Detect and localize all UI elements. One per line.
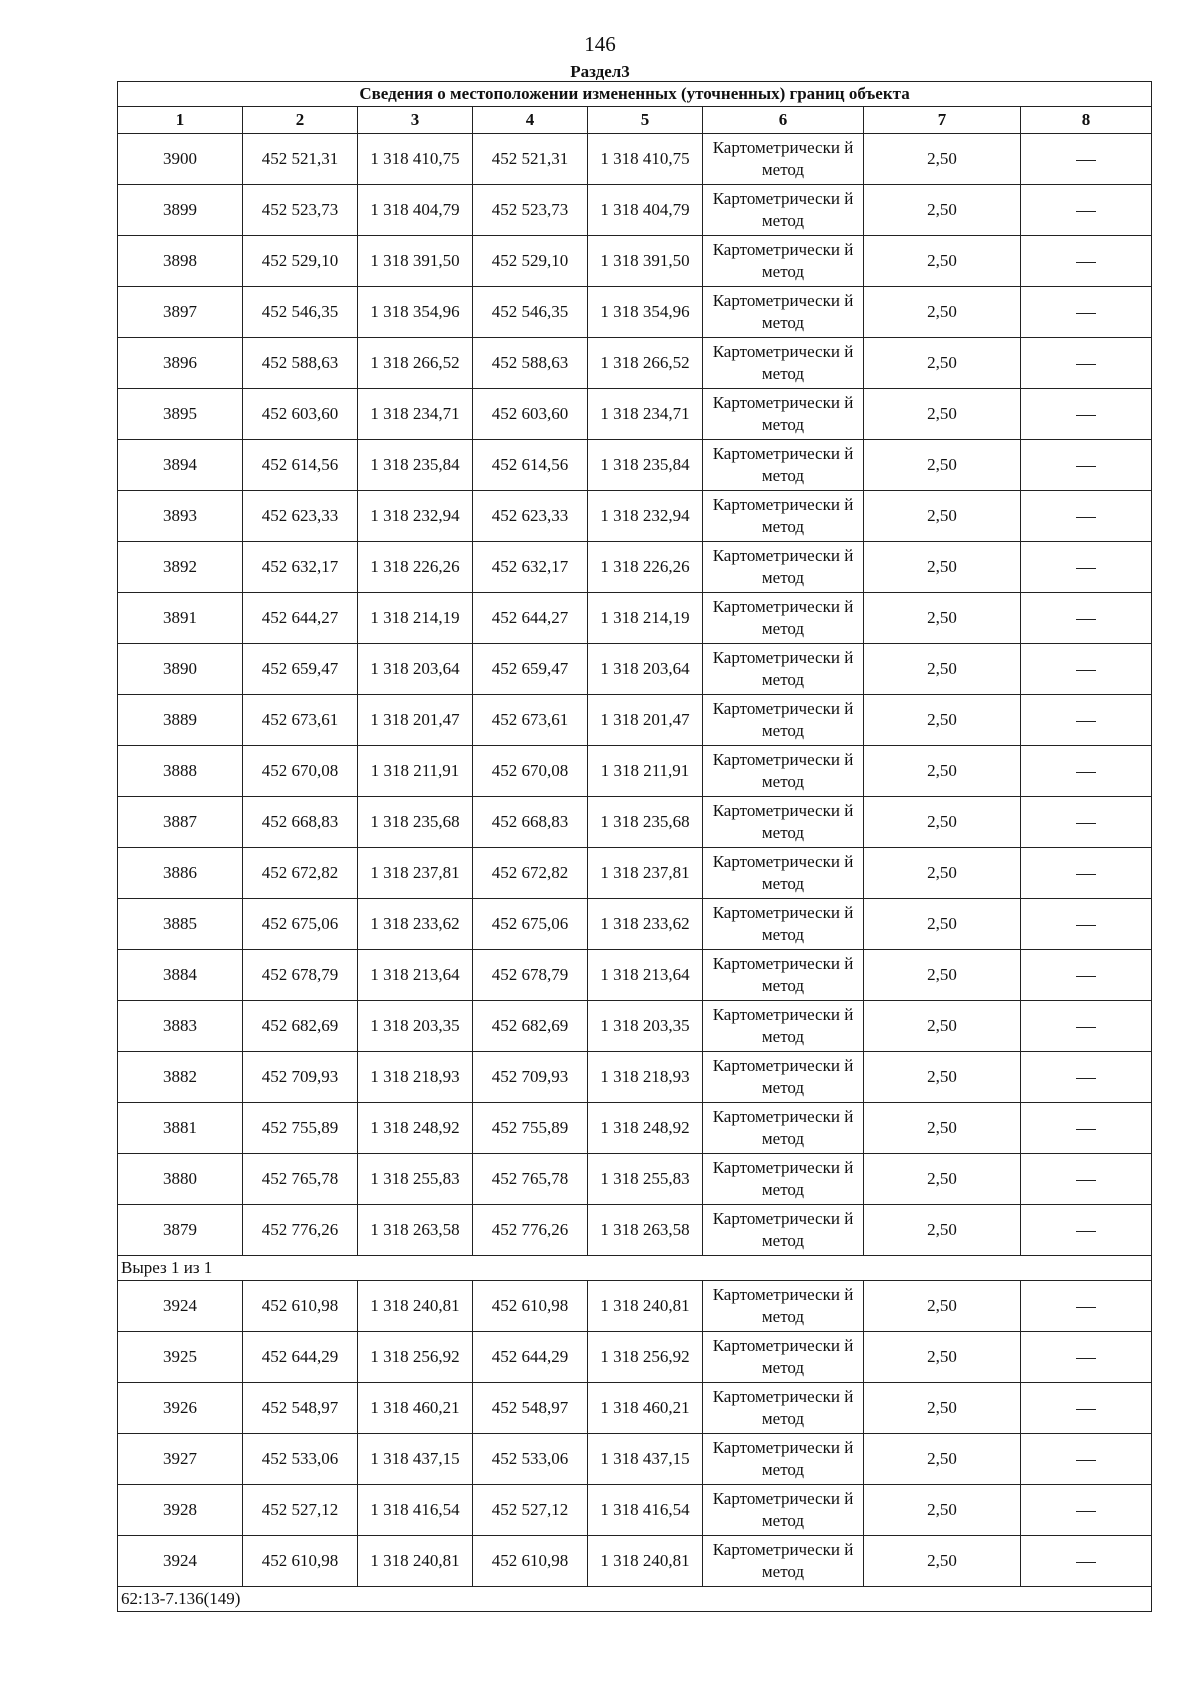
description-cell [1021,797,1152,848]
x-coordinate-cell: 452 523,73 [243,185,358,236]
y-new-cell: 1 318 248,92 [588,1103,703,1154]
y-new-cell: 1 318 235,68 [588,797,703,848]
y-new-cell: 1 318 203,35 [588,1001,703,1052]
method-cell: Картометрически й метод [703,644,864,695]
y-new-cell: 1 318 237,81 [588,848,703,899]
table-row [118,338,1152,389]
y-coordinate-cell: 1 318 404,79 [358,185,473,236]
description-cell [1021,542,1152,593]
y-coordinate-cell: 1 318 233,62 [358,899,473,950]
table-row [118,542,1152,593]
x-new-cell: 452 527,12 [473,1485,588,1536]
dash-mark [1076,823,1096,824]
group-footer-row [118,1256,1152,1281]
dash-mark [1076,1511,1096,1512]
accuracy-cell: 2,50 [864,797,1021,848]
accuracy-cell: 2,50 [864,440,1021,491]
table-row [118,134,1152,185]
accuracy-cell: 2,50 [864,1154,1021,1205]
y-coordinate-cell: 1 318 266,52 [358,338,473,389]
x-coordinate-cell: 452 644,29 [243,1332,358,1383]
accuracy-cell: 2,50 [864,491,1021,542]
dash-mark [1076,1078,1096,1079]
x-new-cell: 452 659,47 [473,644,588,695]
table-row [118,287,1152,338]
x-new-cell: 452 546,35 [473,287,588,338]
x-new-cell: 452 614,56 [473,440,588,491]
y-coordinate-cell: 1 318 255,83 [358,1154,473,1205]
method-cell: Картометрически й метод [703,1485,864,1536]
accuracy-cell: 2,50 [864,593,1021,644]
table-row [118,440,1152,491]
point-number-cell: 3893 [118,491,243,542]
y-new-cell: 1 318 203,64 [588,644,703,695]
column-header: 4 [473,107,588,134]
x-new-cell: 452 533,06 [473,1434,588,1485]
table-row [118,491,1152,542]
point-number-cell: 3883 [118,1001,243,1052]
method-cell: Картометрически й метод [703,1154,864,1205]
column-header: 8 [1021,107,1152,134]
dash-mark [1076,568,1096,569]
y-new-cell: 1 318 266,52 [588,338,703,389]
method-cell: Картометрически й метод [703,695,864,746]
dash-mark [1076,517,1096,518]
y-coordinate-cell: 1 318 460,21 [358,1383,473,1434]
dash-mark [1076,364,1096,365]
y-coordinate-cell: 1 318 410,75 [358,134,473,185]
point-number-cell: 3895 [118,389,243,440]
y-new-cell: 1 318 437,15 [588,1434,703,1485]
point-number-cell: 3881 [118,1103,243,1154]
table-row [118,746,1152,797]
method-cell: Картометрически й метод [703,899,864,950]
point-number-cell: 3896 [118,338,243,389]
point-number-cell: 3924 [118,1536,243,1587]
x-coordinate-cell: 452 670,08 [243,746,358,797]
y-coordinate-cell: 1 318 203,35 [358,1001,473,1052]
table-row [118,1281,1152,1332]
x-coordinate-cell: 452 546,35 [243,287,358,338]
dash-mark [1076,211,1096,212]
dash-mark [1076,1409,1096,1410]
description-cell [1021,185,1152,236]
table-row [118,1154,1152,1205]
page-number: 146 [584,32,616,56]
description-cell [1021,746,1152,797]
y-coordinate-cell: 1 318 232,94 [358,491,473,542]
description-cell [1021,848,1152,899]
description-cell [1021,1052,1152,1103]
description-cell [1021,389,1152,440]
y-new-cell: 1 318 256,92 [588,1332,703,1383]
method-cell: Картометрически й метод [703,950,864,1001]
point-number-cell: 3925 [118,1332,243,1383]
group-footer-text: 62:13-7.136(149) [118,1587,1152,1612]
accuracy-cell: 2,50 [864,1281,1021,1332]
description-cell [1021,695,1152,746]
description-cell [1021,440,1152,491]
method-cell: Картометрически й метод [703,1103,864,1154]
dash-mark [1076,1307,1096,1308]
description-cell [1021,1103,1152,1154]
description-cell [1021,1332,1152,1383]
accuracy-cell: 2,50 [864,746,1021,797]
description-cell [1021,899,1152,950]
description-cell [1021,1383,1152,1434]
y-coordinate-cell: 1 318 214,19 [358,593,473,644]
y-new-cell: 1 318 404,79 [588,185,703,236]
accuracy-cell: 2,50 [864,1103,1021,1154]
accuracy-cell: 2,50 [864,185,1021,236]
x-coordinate-cell: 452 610,98 [243,1281,358,1332]
group-footer-row [118,1587,1152,1612]
y-new-cell: 1 318 218,93 [588,1052,703,1103]
y-coordinate-cell: 1 318 213,64 [358,950,473,1001]
x-new-cell: 452 529,10 [473,236,588,287]
y-new-cell: 1 318 201,47 [588,695,703,746]
y-coordinate-cell: 1 318 201,47 [358,695,473,746]
x-new-cell: 452 672,82 [473,848,588,899]
x-coordinate-cell: 452 533,06 [243,1434,358,1485]
description-cell [1021,491,1152,542]
y-new-cell: 1 318 235,84 [588,440,703,491]
method-cell: Картометрически й метод [703,848,864,899]
y-coordinate-cell: 1 318 240,81 [358,1536,473,1587]
point-number-cell: 3897 [118,287,243,338]
dash-mark [1076,976,1096,977]
x-coordinate-cell: 452 682,69 [243,1001,358,1052]
x-new-cell: 452 644,27 [473,593,588,644]
dash-mark [1076,313,1096,314]
dash-mark [1076,1562,1096,1563]
x-new-cell: 452 521,31 [473,134,588,185]
dash-mark [1076,670,1096,671]
y-new-cell: 1 318 240,81 [588,1536,703,1587]
column-header: 2 [243,107,358,134]
x-new-cell: 452 776,26 [473,1205,588,1256]
description-cell [1021,1485,1152,1536]
y-coordinate-cell: 1 318 203,64 [358,644,473,695]
description-cell [1021,1434,1152,1485]
method-cell: Картометрически й метод [703,185,864,236]
point-number-cell: 3898 [118,236,243,287]
point-number-cell: 3894 [118,440,243,491]
column-header: 3 [358,107,473,134]
y-coordinate-cell: 1 318 263,58 [358,1205,473,1256]
x-coordinate-cell: 452 610,98 [243,1536,358,1587]
y-coordinate-cell: 1 318 234,71 [358,389,473,440]
table-row [118,1383,1152,1434]
accuracy-cell: 2,50 [864,134,1021,185]
column-header: 7 [864,107,1021,134]
y-coordinate-cell: 1 318 235,84 [358,440,473,491]
x-new-cell: 452 675,06 [473,899,588,950]
point-number-cell: 3887 [118,797,243,848]
point-number-cell: 3886 [118,848,243,899]
y-coordinate-cell: 1 318 391,50 [358,236,473,287]
accuracy-cell: 2,50 [864,950,1021,1001]
accuracy-cell: 2,50 [864,644,1021,695]
y-new-cell: 1 318 232,94 [588,491,703,542]
description-cell [1021,338,1152,389]
accuracy-cell: 2,50 [864,1485,1021,1536]
point-number-cell: 3885 [118,899,243,950]
point-number-cell: 3880 [118,1154,243,1205]
description-cell [1021,134,1152,185]
table-row [118,1332,1152,1383]
point-number-cell: 3882 [118,1052,243,1103]
dash-mark [1076,160,1096,161]
method-cell: Картометрически й метод [703,1001,864,1052]
table-title: Сведения о местоположении измененных (уточненных) границ объекта [118,82,1152,107]
method-cell: Картометрически й метод [703,134,864,185]
method-cell: Картометрически й метод [703,1434,864,1485]
x-coordinate-cell: 452 588,63 [243,338,358,389]
x-coordinate-cell: 452 765,78 [243,1154,358,1205]
x-new-cell: 452 610,98 [473,1281,588,1332]
dash-mark [1076,772,1096,773]
x-coordinate-cell: 452 644,27 [243,593,358,644]
table-row [118,236,1152,287]
point-number-cell: 3928 [118,1485,243,1536]
y-coordinate-cell: 1 318 240,81 [358,1281,473,1332]
accuracy-cell: 2,50 [864,1383,1021,1434]
y-coordinate-cell: 1 318 416,54 [358,1485,473,1536]
point-number-cell: 3892 [118,542,243,593]
x-coordinate-cell: 452 527,12 [243,1485,358,1536]
y-coordinate-cell: 1 318 226,26 [358,542,473,593]
y-coordinate-cell: 1 318 235,68 [358,797,473,848]
y-coordinate-cell: 1 318 248,92 [358,1103,473,1154]
table-row [118,644,1152,695]
accuracy-cell: 2,50 [864,848,1021,899]
x-coordinate-cell: 452 755,89 [243,1103,358,1154]
y-new-cell: 1 318 214,19 [588,593,703,644]
table-row [118,1001,1152,1052]
method-cell: Картометрически й метод [703,440,864,491]
table-row [118,695,1152,746]
method-cell: Картометрически й метод [703,797,864,848]
y-new-cell: 1 318 255,83 [588,1154,703,1205]
description-cell [1021,236,1152,287]
accuracy-cell: 2,50 [864,389,1021,440]
accuracy-cell: 2,50 [864,899,1021,950]
y-new-cell: 1 318 213,64 [588,950,703,1001]
x-coordinate-cell: 452 632,17 [243,542,358,593]
x-coordinate-cell: 452 675,06 [243,899,358,950]
y-new-cell: 1 318 234,71 [588,389,703,440]
table-row [118,1052,1152,1103]
dash-mark [1076,466,1096,467]
table-row [118,797,1152,848]
method-cell: Картометрически й метод [703,1052,864,1103]
x-coordinate-cell: 452 672,82 [243,848,358,899]
dash-mark [1076,1460,1096,1461]
accuracy-cell: 2,50 [864,1332,1021,1383]
dash-mark [1076,721,1096,722]
dash-mark [1076,1231,1096,1232]
table-row [118,1103,1152,1154]
x-coordinate-cell: 452 709,93 [243,1052,358,1103]
description-cell [1021,644,1152,695]
dash-mark [1076,415,1096,416]
x-coordinate-cell: 452 614,56 [243,440,358,491]
y-new-cell: 1 318 211,91 [588,746,703,797]
description-cell [1021,1536,1152,1587]
section-title: Раздел3 [570,62,630,81]
method-cell: Картометрически й метод [703,338,864,389]
y-new-cell: 1 318 354,96 [588,287,703,338]
point-number-cell: 3899 [118,185,243,236]
y-new-cell: 1 318 233,62 [588,899,703,950]
y-new-cell: 1 318 263,58 [588,1205,703,1256]
x-new-cell: 452 673,61 [473,695,588,746]
x-new-cell: 452 588,63 [473,338,588,389]
table-row [118,1485,1152,1536]
method-cell: Картометрически й метод [703,236,864,287]
x-new-cell: 452 682,69 [473,1001,588,1052]
method-cell: Картометрически й метод [703,593,864,644]
point-number-cell: 3891 [118,593,243,644]
point-number-cell: 3927 [118,1434,243,1485]
table-row [118,1205,1152,1256]
x-coordinate-cell: 452 623,33 [243,491,358,542]
accuracy-cell: 2,50 [864,695,1021,746]
table-row [118,1536,1152,1587]
point-number-cell: 3879 [118,1205,243,1256]
dash-mark [1076,874,1096,875]
dash-mark [1076,262,1096,263]
column-header-row [118,107,1152,134]
method-cell: Картометрически й метод [703,1281,864,1332]
x-new-cell: 452 632,17 [473,542,588,593]
dash-mark [1076,1027,1096,1028]
y-coordinate-cell: 1 318 211,91 [358,746,473,797]
description-cell [1021,1001,1152,1052]
dash-mark [1076,619,1096,620]
dash-mark [1076,1180,1096,1181]
dash-mark [1076,1358,1096,1359]
accuracy-cell: 2,50 [864,338,1021,389]
column-header: 5 [588,107,703,134]
method-cell: Картометрически й метод [703,1205,864,1256]
x-new-cell: 452 603,60 [473,389,588,440]
y-new-cell: 1 318 240,81 [588,1281,703,1332]
method-cell: Картометрически й метод [703,1383,864,1434]
method-cell: Картометрически й метод [703,542,864,593]
y-new-cell: 1 318 410,75 [588,134,703,185]
description-cell [1021,1205,1152,1256]
description-cell [1021,1154,1152,1205]
table-row [118,950,1152,1001]
table-row [118,1434,1152,1485]
method-cell: Картометрически й метод [703,287,864,338]
accuracy-cell: 2,50 [864,1434,1021,1485]
x-new-cell: 452 548,97 [473,1383,588,1434]
y-coordinate-cell: 1 318 437,15 [358,1434,473,1485]
table-row [118,848,1152,899]
method-cell: Картометрически й метод [703,1536,864,1587]
y-new-cell: 1 318 226,26 [588,542,703,593]
x-coordinate-cell: 452 603,60 [243,389,358,440]
description-cell [1021,287,1152,338]
x-coordinate-cell: 452 668,83 [243,797,358,848]
point-number-cell: 3900 [118,134,243,185]
description-cell [1021,593,1152,644]
x-new-cell: 452 765,78 [473,1154,588,1205]
table-body [118,82,1152,1612]
table-row [118,593,1152,644]
x-new-cell: 452 670,08 [473,746,588,797]
group-footer-text: Вырез 1 из 1 [118,1256,1152,1281]
point-number-cell: 3884 [118,950,243,1001]
dash-mark [1076,1129,1096,1130]
y-new-cell: 1 318 391,50 [588,236,703,287]
method-cell: Картометрически й метод [703,1332,864,1383]
x-new-cell: 452 678,79 [473,950,588,1001]
accuracy-cell: 2,50 [864,1001,1021,1052]
accuracy-cell: 2,50 [864,1052,1021,1103]
accuracy-cell: 2,50 [864,287,1021,338]
x-new-cell: 452 610,98 [473,1536,588,1587]
x-new-cell: 452 623,33 [473,491,588,542]
x-coordinate-cell: 452 659,47 [243,644,358,695]
method-cell: Картометрически й метод [703,491,864,542]
x-new-cell: 452 755,89 [473,1103,588,1154]
y-coordinate-cell: 1 318 256,92 [358,1332,473,1383]
x-coordinate-cell: 452 776,26 [243,1205,358,1256]
table-row [118,389,1152,440]
x-new-cell: 452 668,83 [473,797,588,848]
column-header: 1 [118,107,243,134]
x-new-cell: 452 523,73 [473,185,588,236]
method-cell: Картометрически й метод [703,389,864,440]
accuracy-cell: 2,50 [864,542,1021,593]
table-row [118,185,1152,236]
point-number-cell: 3888 [118,746,243,797]
x-coordinate-cell: 452 529,10 [243,236,358,287]
y-coordinate-cell: 1 318 354,96 [358,287,473,338]
y-new-cell: 1 318 416,54 [588,1485,703,1536]
x-coordinate-cell: 452 678,79 [243,950,358,1001]
coordinates-table [117,81,1152,1612]
column-header: 6 [703,107,864,134]
x-coordinate-cell: 452 673,61 [243,695,358,746]
method-cell: Картометрически й метод [703,746,864,797]
point-number-cell: 3926 [118,1383,243,1434]
table-title-row [118,82,1152,107]
accuracy-cell: 2,50 [864,236,1021,287]
table-row [118,899,1152,950]
description-cell [1021,1281,1152,1332]
accuracy-cell: 2,50 [864,1536,1021,1587]
x-coordinate-cell: 452 521,31 [243,134,358,185]
x-new-cell: 452 644,29 [473,1332,588,1383]
x-new-cell: 452 709,93 [473,1052,588,1103]
dash-mark [1076,925,1096,926]
y-coordinate-cell: 1 318 218,93 [358,1052,473,1103]
y-new-cell: 1 318 460,21 [588,1383,703,1434]
accuracy-cell: 2,50 [864,1205,1021,1256]
point-number-cell: 3924 [118,1281,243,1332]
y-coordinate-cell: 1 318 237,81 [358,848,473,899]
point-number-cell: 3889 [118,695,243,746]
x-coordinate-cell: 452 548,97 [243,1383,358,1434]
description-cell [1021,950,1152,1001]
point-number-cell: 3890 [118,644,243,695]
